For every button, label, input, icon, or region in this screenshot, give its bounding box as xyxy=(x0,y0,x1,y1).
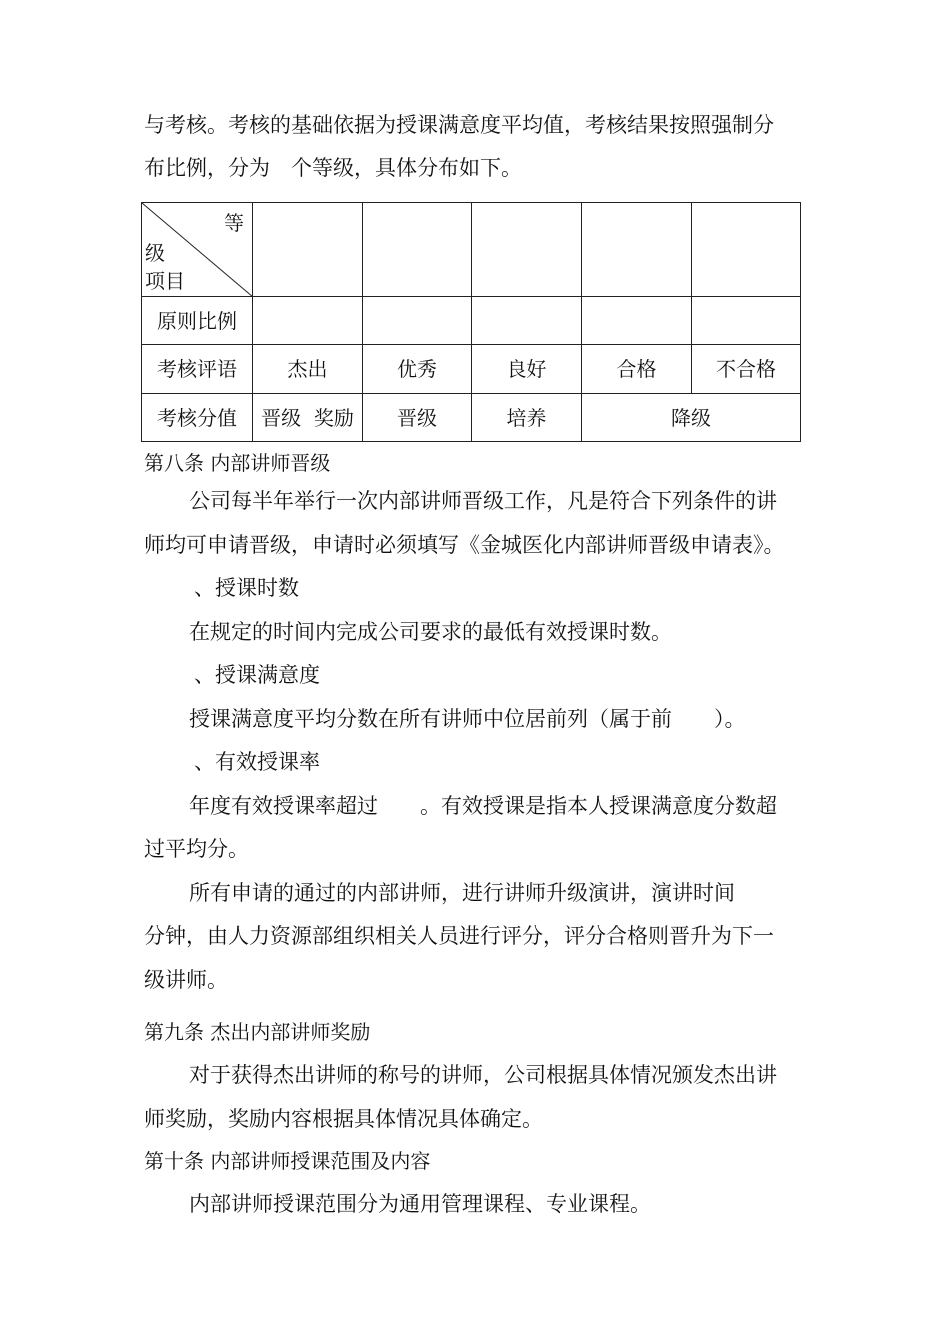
art8-para2-line1: 所有申请的通过的内部讲师，进行讲师升级演讲，演讲时间 xyxy=(189,881,735,905)
art8-item2-text: 授课满意度平均分数在所有讲师中位居前列（属于前 ）。 xyxy=(189,707,746,731)
grade-header-cell xyxy=(472,203,582,297)
table-cell xyxy=(692,297,801,345)
table-cell: 晋级 xyxy=(363,394,472,442)
art8-para1-line1: 公司每半年举行一次内部讲师晋级工作，凡是符合下列条件的讲 xyxy=(189,489,777,513)
diagonal-header-cell xyxy=(142,203,253,297)
row-head: 考核评语 xyxy=(142,345,253,394)
art8-item3-text-line2: 过平均分。 xyxy=(144,837,249,861)
art8-item1-title: 、授课时数 xyxy=(194,576,299,600)
table-cell: 合格 xyxy=(582,345,692,394)
art9-para-line2: 师奖励，奖励内容根据具体情况具体确定。 xyxy=(144,1107,543,1131)
table-cell: 良好 xyxy=(472,345,582,394)
table-cell: 杰出 xyxy=(253,345,363,394)
table-header-row xyxy=(142,203,801,297)
diag-bottom-label-2: 项目 xyxy=(145,269,185,293)
diag-bottom-label-1: 级 xyxy=(145,241,165,265)
diag-top-label: 等 xyxy=(224,211,244,235)
grade-header-cell xyxy=(692,203,801,297)
art8-item1-text: 在规定的时间内完成公司要求的最低有效授课时数。 xyxy=(189,620,672,644)
table-cell-merged: 降级 xyxy=(582,394,801,442)
row-head: 考核分值 xyxy=(142,394,253,442)
table-cell: 优秀 xyxy=(363,345,472,394)
table-cell: 培养 xyxy=(472,394,582,442)
table-row xyxy=(142,297,801,345)
art8-para2-line2: 分钟，由人力资源部组织相关人员进行评分，评分合格则晋升为下一 xyxy=(144,924,774,948)
table-row xyxy=(142,394,801,442)
intro-line-2: 布比例，分为 个等级，具体分布如下。 xyxy=(144,156,522,180)
table-cell: 不合格 xyxy=(692,345,801,394)
art10-para-line1: 内部讲师授课范围分为通用管理课程、专业课程。 xyxy=(189,1192,651,1216)
art8-item2-title: 、授课满意度 xyxy=(194,663,320,687)
art8-item3-text-line1: 年度有效授课率超过 。有效授课是指本人授课满意度分数超 xyxy=(189,794,777,818)
table-cell xyxy=(582,297,692,345)
article-9-title: 第九条 杰出内部讲师奖励 xyxy=(144,1020,371,1044)
table-cell: 晋级 奖励 xyxy=(253,394,363,442)
art8-para1-line2: 师均可申请晋级，申请时必须填写《金城医化内部讲师晋级申请表》。 xyxy=(144,533,785,557)
table-cell xyxy=(363,297,472,345)
table-cell xyxy=(253,297,363,345)
grade-distribution-table xyxy=(141,202,801,442)
article-8-title: 第八条 内部讲师晋级 xyxy=(144,451,331,475)
row-head: 原则比例 xyxy=(142,297,253,345)
art8-item3-title: 、有效授课率 xyxy=(194,750,320,774)
table-row xyxy=(142,345,801,394)
article-10-title: 第十条 内部讲师授课范围及内容 xyxy=(144,1149,431,1173)
art8-para2-line3: 级讲师。 xyxy=(144,968,228,992)
table-cell xyxy=(472,297,582,345)
grade-header-cell xyxy=(253,203,363,297)
art9-para-line1: 对于获得杰出讲师的称号的讲师，公司根据具体情况颁发杰出讲 xyxy=(189,1063,777,1087)
grade-header-cell xyxy=(582,203,692,297)
intro-line-1: 与考核。考核的基础依据为授课满意度平均值，考核结果按照强制分 xyxy=(144,113,774,137)
grade-header-cell xyxy=(363,203,472,297)
